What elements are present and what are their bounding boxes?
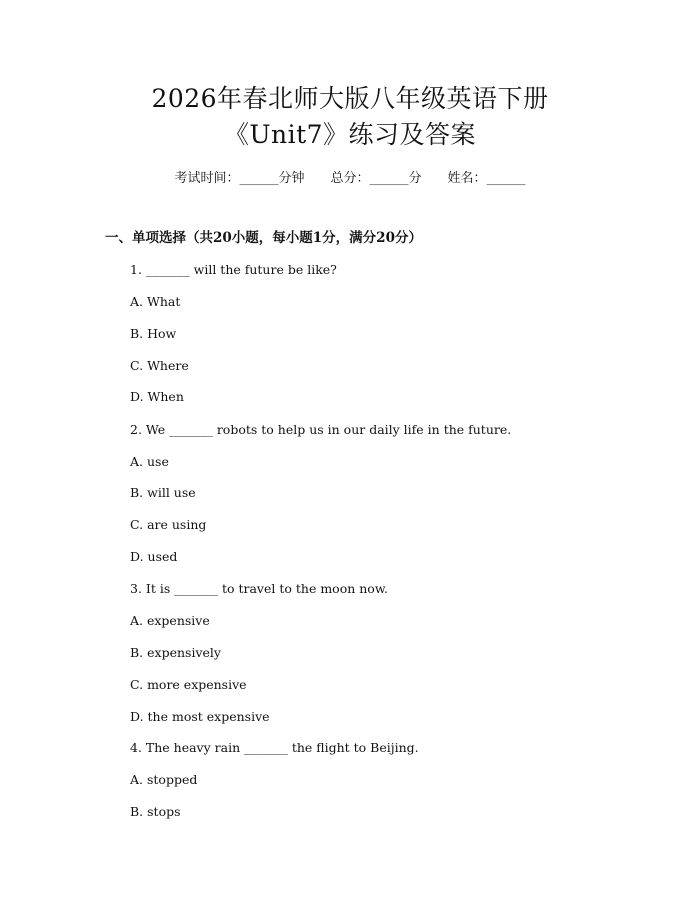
option-3a: A. expensive (130, 613, 210, 628)
question-stem-4: 4. The heavy rain _______ the flight to Beijing. (130, 740, 419, 755)
option-4a: A. stopped (130, 772, 198, 787)
option-3c: C. more expensive (130, 677, 247, 692)
option-3b: B. expensively (130, 645, 221, 660)
question-stem-3: 3. It is _______ to travel to the moon now. (130, 581, 389, 596)
option-2c: C. are using (130, 517, 207, 532)
option-3d: D. the most expensive (130, 709, 270, 724)
section-heading: 一、单项选择（共20小题，每小题1分，满分20分） (105, 230, 422, 246)
option-1c: C. Where (130, 358, 189, 373)
total-score-label: 总分：______分 (330, 171, 422, 186)
option-1b: B. How (130, 326, 177, 341)
document-title-line2: 《Unit7》练习及答案 (223, 120, 477, 149)
option-2a: A. use (130, 454, 169, 469)
option-2b: B. will use (130, 485, 196, 500)
exam-time-label: 考试时间：______分钟 (174, 171, 305, 186)
exam-meta (0, 170, 700, 188)
option-4b: B. stops (130, 804, 181, 819)
student-name-label: 姓名：______ (447, 171, 526, 186)
question-stem-2: 2. We _______ robots to help us in our daily life in the future. (130, 422, 512, 437)
question-stem-1: 1. _______ will the future be like? (130, 262, 337, 277)
option-1d: D. When (130, 389, 184, 404)
option-1a: A. What (130, 294, 181, 309)
document-title-line1: 2026年春北师大版八年级英语下册 (151, 84, 549, 113)
option-2d: D. used (130, 549, 178, 564)
